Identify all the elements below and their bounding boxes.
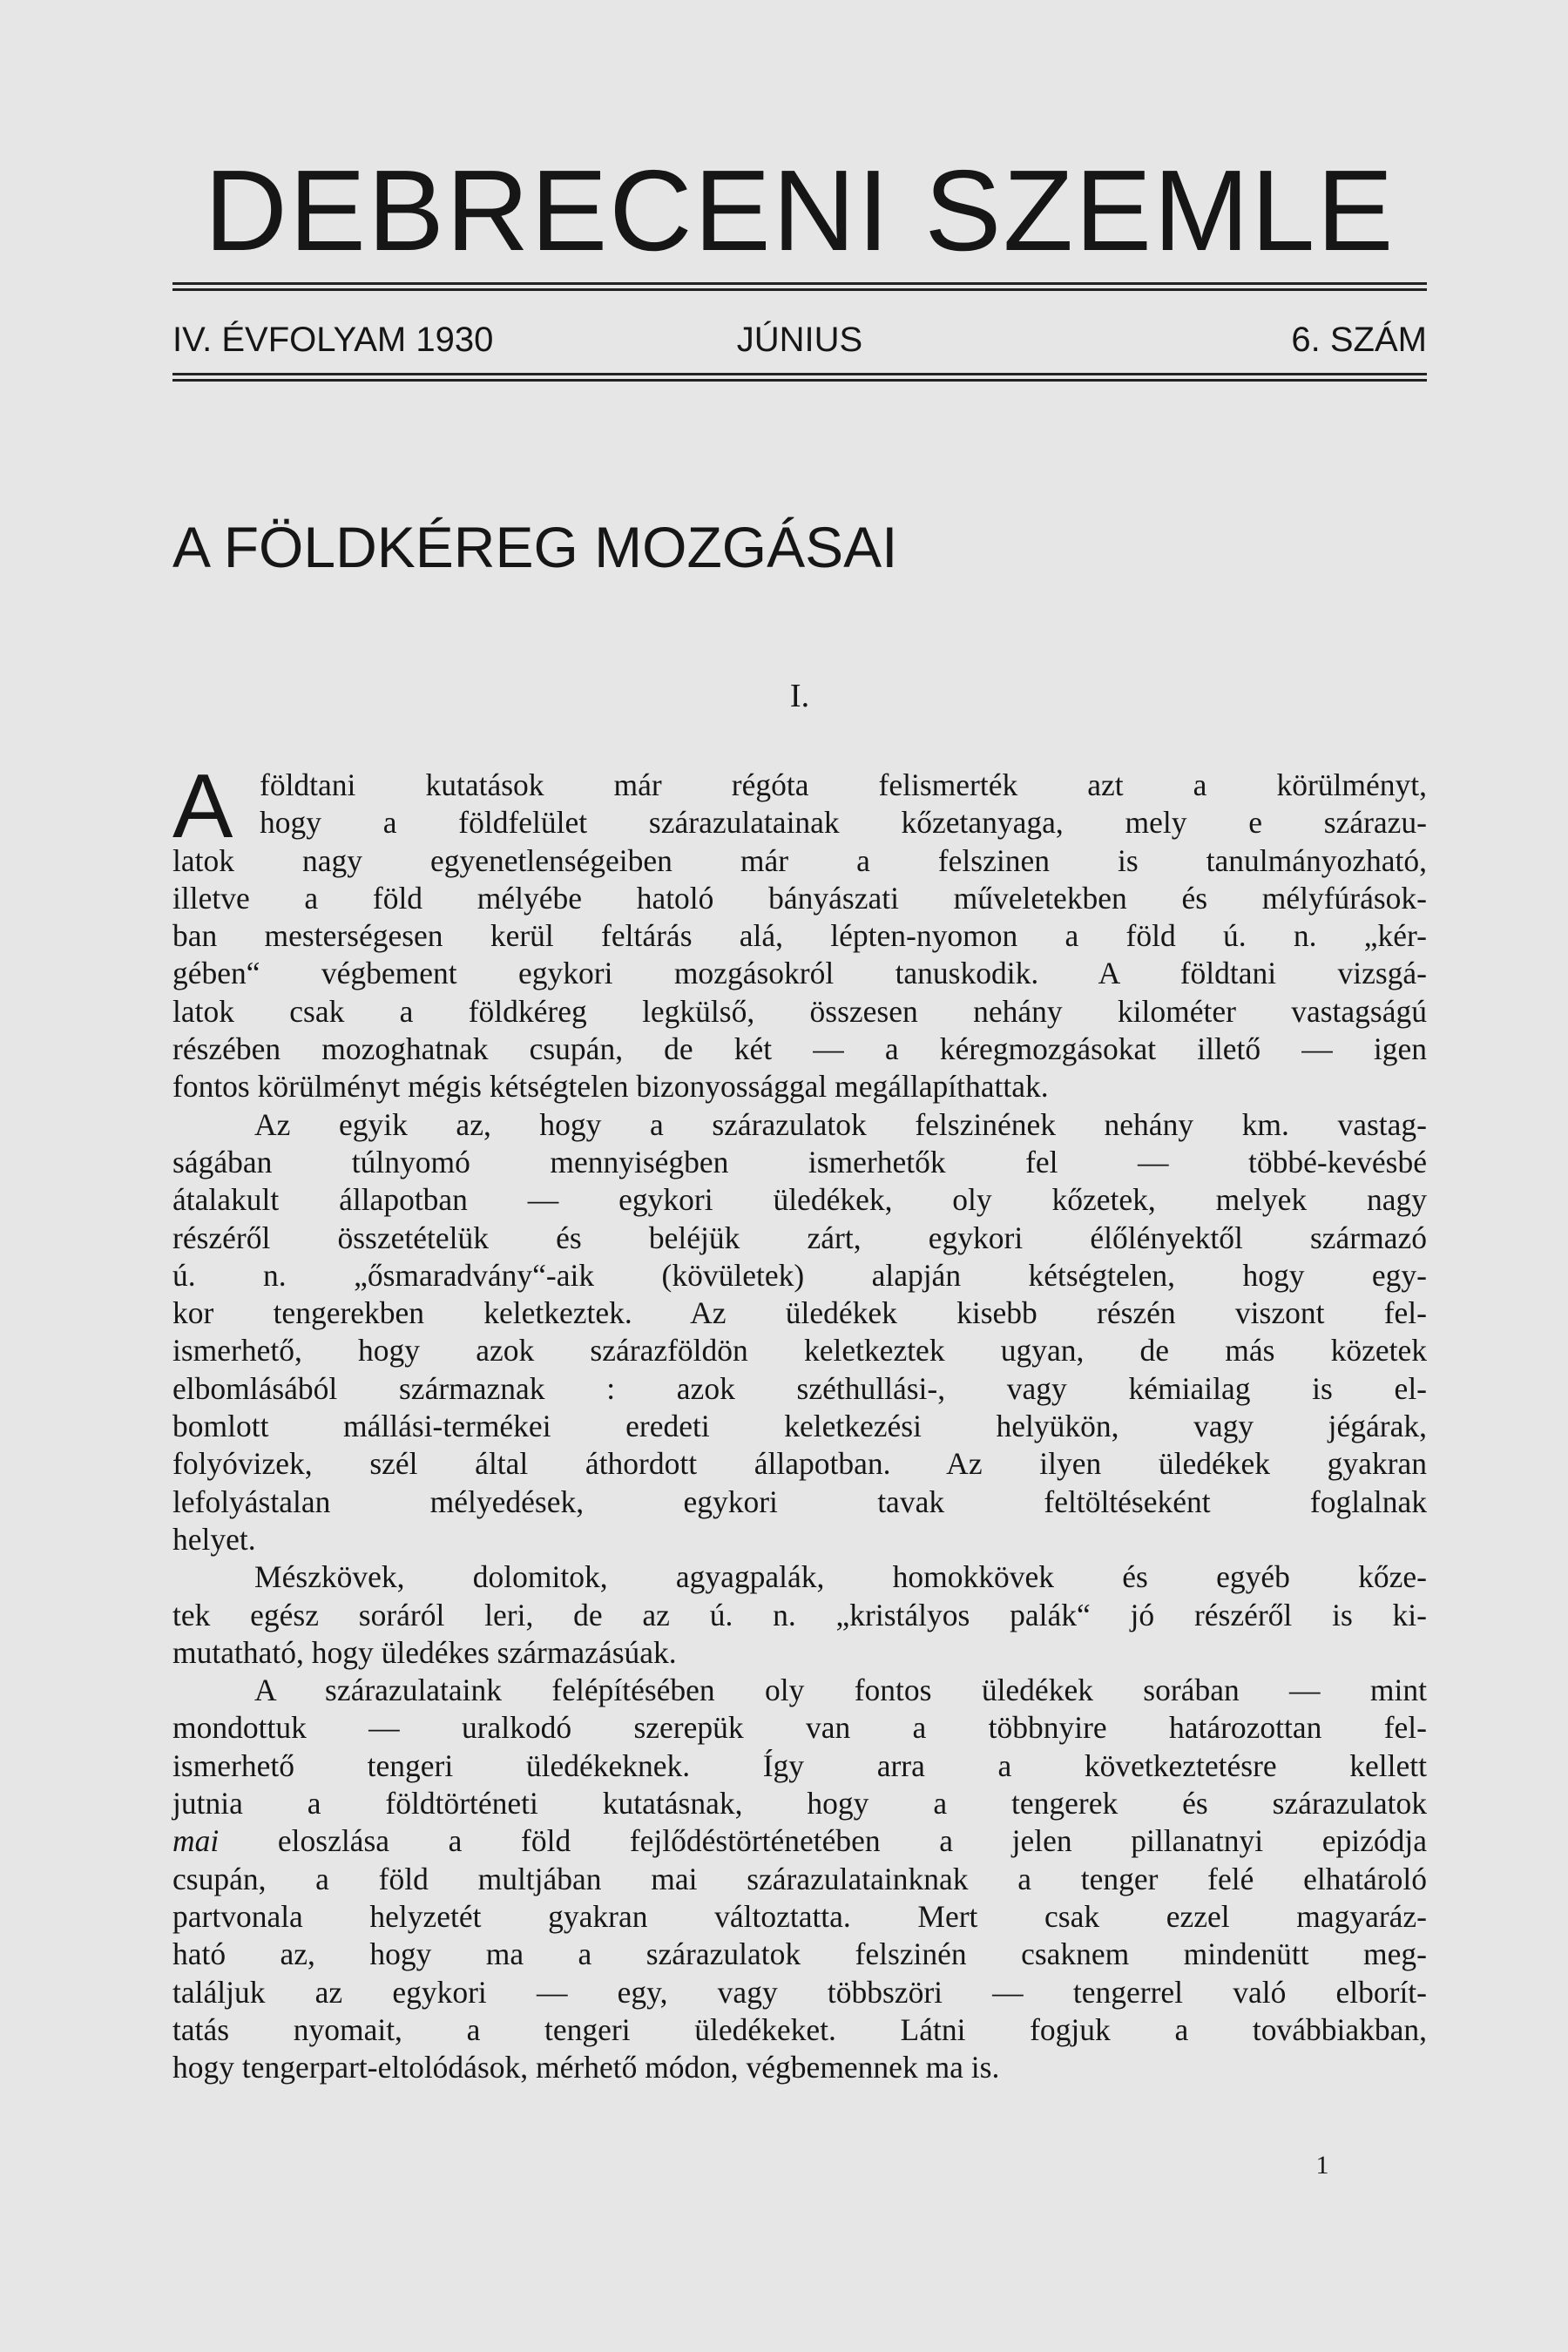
body-line: ismerhető, hogy azok szárazföldön keletkeztek ugyan, de más közetek [172,1333,1427,1369]
body-line: átalakult állapotban — egykori üledékek, oly kőzetek, melyek nagy [172,1182,1427,1218]
body-line: tek egész soráról leri, de az ú. n. „kristályos palák“ jó részéről is ki- [172,1597,1427,1632]
masthead-rule-bottom [172,373,1427,382]
body-line: helyet. [172,1521,256,1557]
body-line: mutatható, hogy üledékes származásúak. [172,1634,677,1670]
drop-cap: A [172,756,233,857]
body-line: gében“ végbement egykori mozgásokról tanuskodik. A földtani vizsgá- [172,956,1427,991]
body-line: részéről összetételük és beléjük zárt, egykori élőlényektől származó [172,1220,1427,1255]
body-line: lefolyástalan mélyedések, egykori tavak feltöltéseként foglalnak [172,1484,1427,1519]
body-line: latok csak a földkéreg legkülső, összesen nehány kilométer vastagságú [172,993,1427,1029]
body-line: kor tengerekben keletkeztek. Az üledékek kisebb részén viszont fel- [172,1295,1427,1331]
body-line: tatás nyomait, a tengeri üledékeket. Látni fogjuk a továbbiakban, [172,2011,1427,2047]
body-line: partvonala helyzetét gyakran változtatta. Mert csak ezzel magyaráz- [172,1898,1427,1934]
body-line: ismerhető tengeri üledékeknek. Így arra a következtetésre kellett [172,1747,1427,1783]
body-line: ban mesterségesen kerül feltárás alá, lépten-nyomon a föld ú. n. „kér- [172,918,1427,954]
issue-volume: IV. ÉVFOLYAM 1930 [172,321,494,359]
body-line: bomlott mállási-termékei eredeti keletkezési helyükön, vagy jégárak, [172,1409,1427,1444]
italic-word: mai [172,1823,220,1859]
body-line: mondottuk — uralkodó szerepük van a többnyire határozottan fel- [172,1710,1427,1746]
body-line: földtani kutatások már régóta felismerték azt a körülményt, [260,767,1427,802]
body-line: csupán, a föld multjában mai szárazulatainknak a tenger felé elhatároló [172,1861,1427,1896]
issue-info [172,314,1427,366]
body-line: hogy a földfelület szárazulatainak kőzetanyaga, mely e szárazu- [260,805,1427,841]
article-title: A FÖLDKÉREG MOZGÁSAI [172,515,898,579]
issue-number: 6. SZÁM [1291,321,1427,359]
body-line: találjuk az egykori — egy, vagy többszöri — tengerrel való elborít- [172,1974,1427,2010]
body-line: ú. n. „ősmaradvány“-aik (kövületek) alapján kétségtelen, hogy egy- [172,1257,1427,1293]
body-line: elbomlásából származnak : azok széthullási-, vagy kémiailag is el- [172,1370,1427,1406]
journal-masthead: DEBRECENI SZEMLE [204,146,1396,274]
body-line: részében mozoghatnak csupán, de két — a kéregmozgásokat illető — igen [172,1031,1427,1067]
body-line: A szárazulataink felépítésében oly fontos üledékek sorában — mint [254,1673,1427,1708]
issue-month: JÚNIUS [736,321,863,359]
body-line: hogy tengerpart-eltolódások, mérhető módon, végbemennek ma is. [172,2050,1000,2085]
body-line-italic-start: mai eloszlása a föld fejlődéstörténetében a jelen pillanatnyi epizódja [172,1823,1427,1859]
body-line: Az egyik az, hogy a szárazulatok felszinének nehány km. vastag- [254,1106,1427,1142]
article-body [172,756,1427,2086]
body-line: fontos körülményt mégis kétségtelen bizonyossággal megállapíthattak. [172,1069,1049,1105]
body-line: Mészkövek, dolomitok, agyagpalák, homokkövek és egyéb kőze- [254,1559,1427,1595]
body-line: illetve a föld mélyébe hatoló bányászati műveletekben és mélyfúrások- [172,880,1427,916]
masthead-rule-top [172,282,1427,291]
body-line: folyóvizek, szél által áthordott állapotban. Az ilyen üledékek gyakran [172,1446,1427,1482]
page-number: 1 [1315,2151,1329,2180]
section-number: I. [789,678,810,714]
body-line: ható az, hogy ma a szárazulatok felszinén csaknem mindenütt meg- [172,1936,1427,1972]
body-line: jutnia a földtörténeti kutatásnak, hogy a tengerek és szárazulatok [172,1786,1427,1821]
body-line: latok nagy egyenetlenségeiben már a felszinen is tanulmányozható, [172,842,1427,878]
body-line: ságában túlnyomó mennyiségben ismerhetők fel — többé-kevésbé [172,1144,1427,1179]
